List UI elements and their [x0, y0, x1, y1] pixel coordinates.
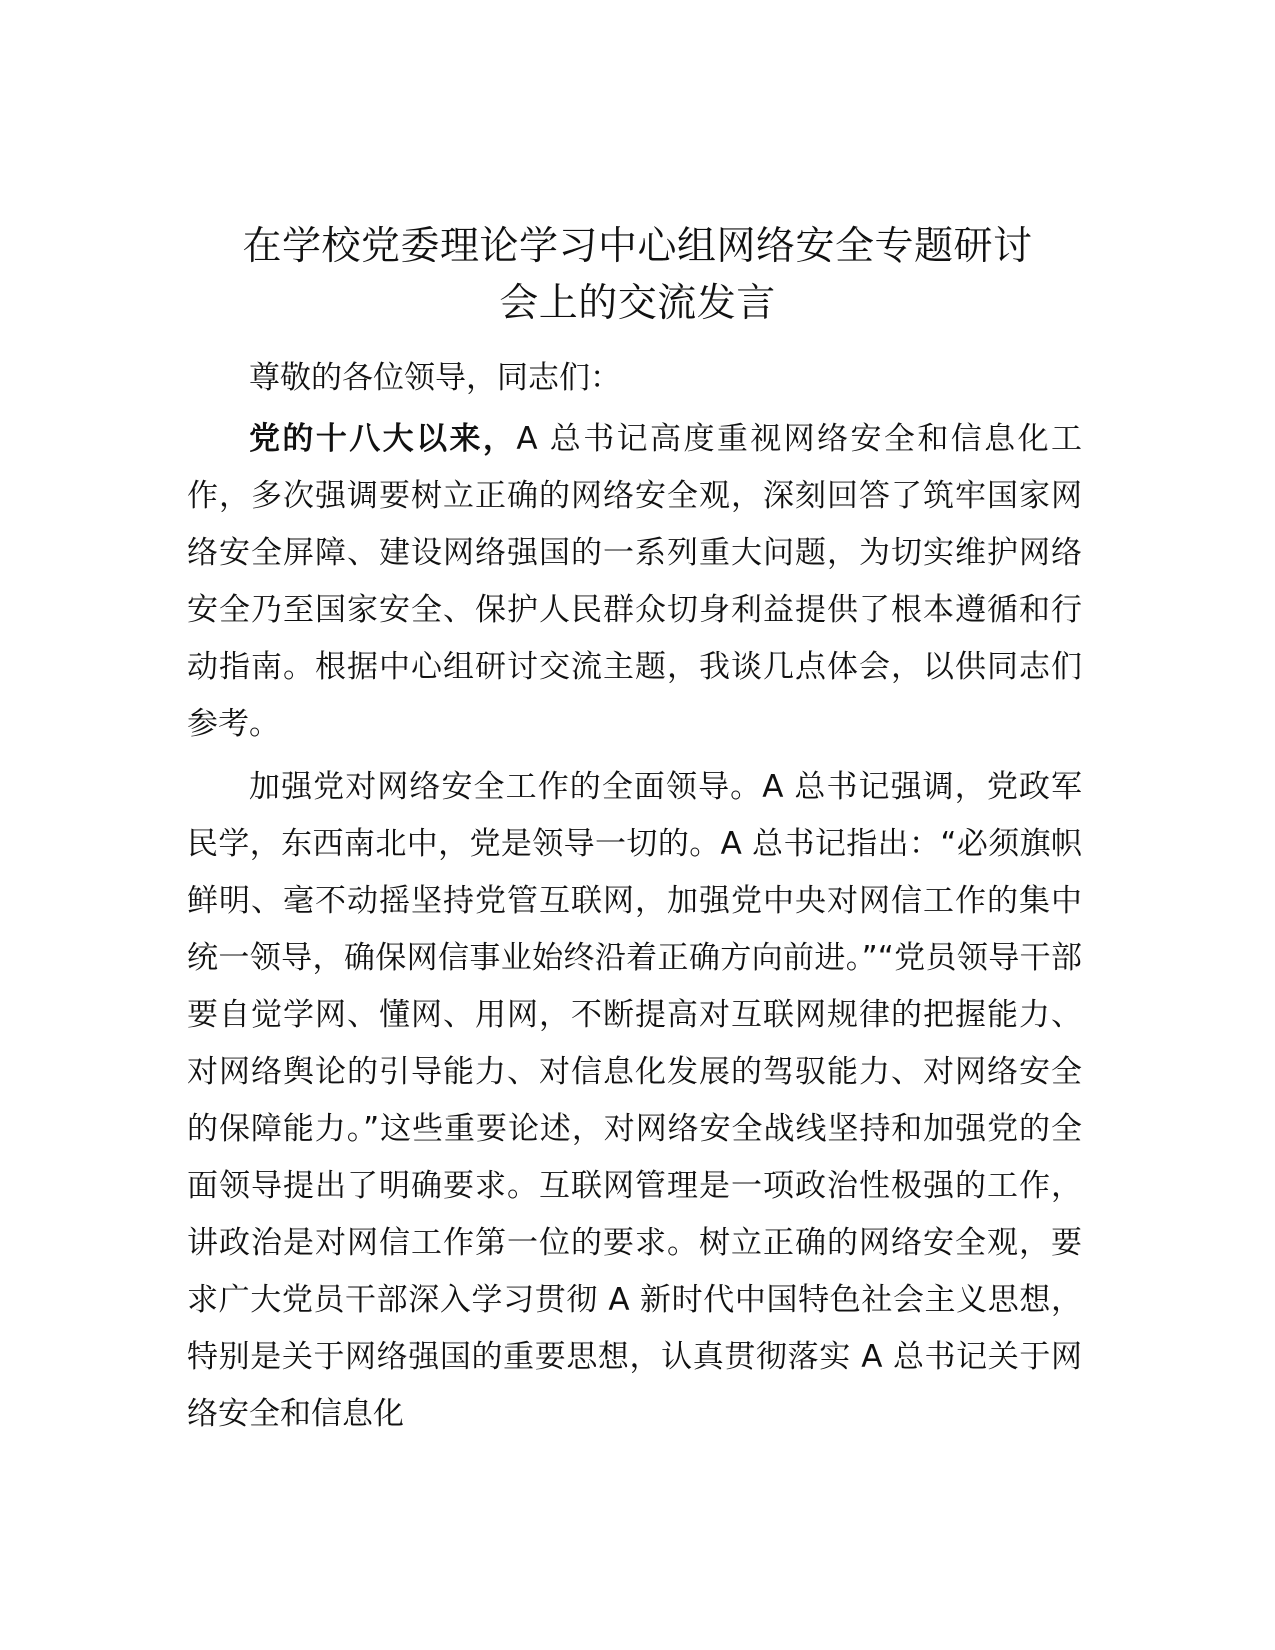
document-title [170, 218, 1105, 332]
paragraph-intro [187, 411, 1082, 753]
paragraph-intro-lead: 党的十八大以来， [249, 421, 517, 457]
paragraph-leadership: 加强党对网络安全工作的全面领导。A 总书记强调，党政军民学，东西南北中，党是领导一切的。A 总书记指出：“必须旗帜鲜明、毫不动摇坚持党管互联网，加强党中央对网信工作的集中统一领导，确保网信事业始终沿着正确方向前进。”“党员领导干部要自觉学网、懂网、用网，不断提高对互联网规律的把握能力、对网络舆论的引导能力、对信息化发展的驾驭能力、对网络安全的保障能力。”这些重要论述，对网络安全战线坚持和加强党的全面领导提出了明确要求。互联网管理是一项政治性极强的工作，讲政治是对网信工作第一位的要求。树立正确的网络安全观，要求广大党员干部深入学习贯彻 A 新时代中国特色社会主义思想，特别是关于网络强国的重要思想，认真贯彻落实 A 总书记关于网络安全和信息化 [187, 769, 1082, 1432]
document-body [187, 350, 1082, 1443]
title-line-1: 在学校党委理论学习中心组网络安全专题研讨 [242, 224, 1033, 269]
paragraph-intro-text: A 总书记高度重视网络安全和信息化工作，多次强调要树立正确的网络安全观，深刻回答了筑牢国家网络安全屏障、建设网络强国的一系列重大问题，为切实维护网络安全乃至国家安全、保护人民群众切身利益提供了根本遵循和行动指南。根据中心组研讨交流主题，我谈几点体会，以供同志们参考。 [187, 421, 1082, 742]
title-line-2: 会上的交流发言 [499, 281, 776, 326]
salutation: 尊敬的各位领导，同志们： [249, 360, 621, 396]
